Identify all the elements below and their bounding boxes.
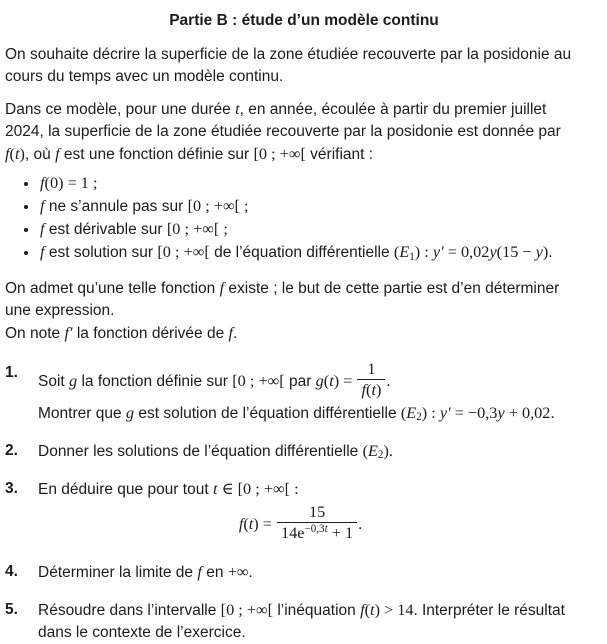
text-run: f [361,381,367,400]
text-run: ( [366,381,372,400]
question-4 [5,561,603,584]
text-run: On souhaite décrire la superficie de la zone étudiée recouverte par la posidonie au [5,46,572,63]
text-run: dans le contexte de l’exercice. [38,624,246,642]
text-run: f [360,601,365,620]
text-run: E [399,243,410,261]
list-item [39,172,603,195]
text-run: f [238,514,244,533]
text-run: En déduire que pour tout [38,480,213,498]
text-run: [0 ; +∞[ [220,601,274,620]
list-item [39,195,603,218]
text-run: g [315,371,324,390]
text-run: E [406,403,417,422]
text-line [38,599,603,622]
text-line [5,121,603,143]
text-run: t [324,523,328,536]
text-line [38,478,603,501]
question-body [38,362,603,425]
text-run: par [284,372,316,390]
text-run: (0) = 1 ; [44,174,98,192]
text-run: y [489,243,497,261]
display-equation [38,502,563,545]
text-run: +∞ [227,563,249,582]
text-run: de l’équation différentielle [209,244,394,261]
text-line [38,622,603,644]
text-line [38,402,603,425]
text-run: Montrer que [38,404,126,422]
question-number: 5. [5,601,18,619]
text-run: est dérivable sur [44,221,167,238]
text-line [5,143,603,166]
text-run: ) > 14. [374,601,418,620]
text-run: f [40,174,45,192]
text-run: t [371,381,376,400]
text-run: y′ [432,243,444,261]
text-line [5,322,603,345]
text-run: ) = [333,371,357,390]
intro-paragraph-1 [5,44,603,88]
text-run: [0 ; +∞[ ; [187,197,249,215]
text-run: t [14,145,20,163]
question-number: 4. [5,563,18,581]
text-run: (15 − [496,243,536,261]
text-run: , où [24,146,56,163]
text-run: ) : [414,243,433,261]
text-run: 2024, la superficie de la zone étudiée recouverte par la posidonie est donnée par [5,123,561,140]
text-run: est une fonction définie sur [59,146,254,163]
text-run: ∈ [0 ; +∞[ : [217,479,299,498]
text-run: = −0,3 [450,403,498,422]
text-run: 14e [281,524,305,543]
text-run: ( [362,441,368,460]
text-run: ( [243,514,249,533]
text-run: ( [9,145,15,163]
text-run: ) = [253,514,277,533]
text-run: est solution de l’équation différentielle [134,404,401,422]
superscript [305,524,328,535]
fraction [277,503,357,543]
text-line [5,300,603,322]
question-number: 3. [5,479,18,497]
text-run: y′ [439,403,451,422]
text-run: Résoudre dans l’intervalle [38,602,221,620]
question-2 [5,440,603,463]
text-run: + 0,02. [504,403,555,422]
text-run: ) : [421,403,440,422]
text-line [38,440,603,463]
text-run: f [40,243,45,261]
text-run: g [69,371,78,390]
list-item [39,241,603,264]
question-5 [5,599,603,644]
text-run: ( [364,601,371,620]
text-run: On note [5,325,65,342]
text-run: 1 [367,360,376,378]
text-run: Donner les solutions de l’équation différentielle [38,442,363,460]
text-run: [0 ; +∞[ ; [166,220,228,238]
text-run: 15 [308,502,326,521]
text-line [5,66,603,88]
text-run: , en année, écoulée à partir du premier juillet [239,101,547,118]
text-run: −0,3 [304,523,325,536]
text-run: ). [542,243,553,261]
text-run: f [219,279,225,297]
text-run: t [329,371,334,390]
text-run: f [40,197,45,215]
question-body [38,478,603,547]
question-body [38,561,603,584]
text-run: ( [393,243,400,261]
text-run: t [248,514,254,533]
text-run: Soit [38,372,70,390]
text-run: . [233,325,238,342]
text-run: 2 [377,449,384,462]
text-run: . [358,514,363,533]
text-line [5,44,603,66]
text-line [5,98,603,121]
text-run: [0 ; +∞[ [157,243,210,261]
text-run: 1 [409,250,415,263]
text-run: la fonction définie sur [77,372,233,390]
text-run: On admet qu’une telle fonction [5,280,220,297]
text-run: + 1 [327,524,354,543]
text-run: vérifiant : [305,146,374,163]
text-run: Déterminer la limite de [38,564,198,582]
text-run: Interpréter le résultat [417,602,565,620]
text-run: f [5,145,10,163]
text-run: ). [383,441,393,460]
text-run: . [248,564,253,582]
text-run: t [235,100,240,118]
question-number: 1. [5,364,18,381]
text-run: t [370,601,375,620]
text-run: [0 ; +∞[ [232,371,285,390]
text-run: f [40,220,45,238]
question-body [38,440,603,463]
fraction [357,360,385,400]
question-body [38,599,603,644]
intro-paragraph-2 [5,98,603,166]
question-number: 2. [5,441,18,459]
text-run: f [55,145,60,163]
text-run: ( [323,371,330,390]
text-run: la fonction dérivée de [72,325,229,342]
text-run: . [386,371,391,390]
text-run: est solution sur [44,244,158,261]
question-3 [5,478,603,547]
hypotheses-list [5,172,603,264]
text-run: ) [375,381,382,400]
text-run: y [535,243,543,261]
text-run: y [497,403,505,422]
text-line [38,362,603,402]
text-run: cours du temps avec un modèle continu. [5,68,284,85]
list-item [39,218,603,241]
admit-paragraph [5,277,603,345]
text-run: l’inéquation [273,602,361,620]
text-run: ) [19,145,25,163]
text-run: existe ; le but de cette partie est d’en déterminer [224,280,560,297]
text-run: f [228,324,234,342]
text-run: E [367,441,378,460]
text-run: t [212,479,218,498]
text-run: ( [400,403,407,422]
text-run: f [197,563,202,582]
text-run: Dans ce modèle, pour une durée [5,101,236,118]
question-1 [5,362,603,425]
text-run: g [125,403,135,422]
text-line [5,277,603,300]
text-run: [0 ; +∞[ [253,145,306,163]
text-line [38,561,603,584]
text-run: = 0,02 [443,243,490,261]
text-run: en [201,564,228,582]
text-run: 2 [416,411,422,424]
text-run: ne s’annule pas sur [44,198,188,215]
text-run: f′ [64,324,73,342]
page-title: Partie B : étude d’un modèle continu [169,12,439,29]
text-run: une expression. [5,302,115,319]
